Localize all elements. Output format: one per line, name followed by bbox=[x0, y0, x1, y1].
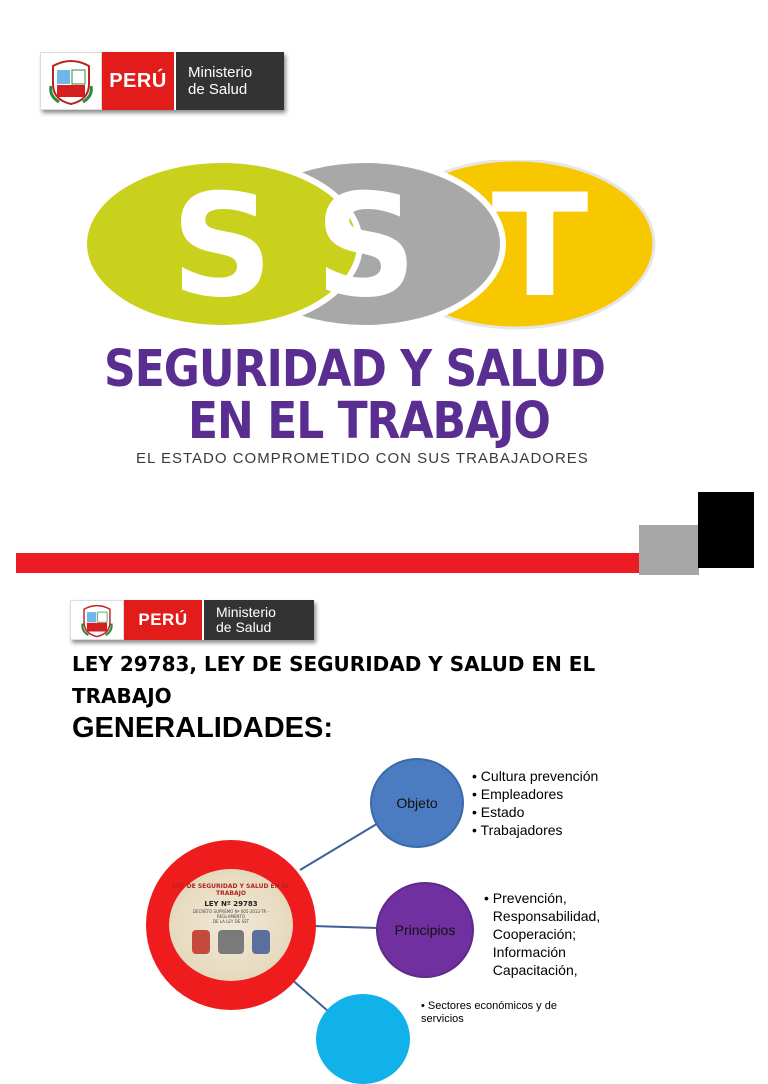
title-line-1: SEGURIDAD Y SALUD bbox=[104, 340, 605, 399]
principios-bullets: • Prevención, Responsabilidad, Cooperación; Información Capacitación, bbox=[484, 890, 601, 978]
ministry-label: Ministerio de Salud bbox=[174, 52, 284, 110]
center-law-node bbox=[146, 840, 316, 1010]
minsa-logo bbox=[40, 52, 284, 110]
coat-of-arms-icon bbox=[40, 52, 102, 110]
black-accent-block bbox=[698, 492, 754, 568]
sst-letter-s2: S bbox=[314, 164, 418, 329]
subtitle-generalidades: GENERALIDADES: bbox=[72, 712, 334, 744]
node-objeto: Objeto bbox=[370, 758, 464, 848]
law-title: LEY 29783, LEY DE SEGURIDAD Y SALUD EN EL TRABAJO bbox=[72, 652, 596, 708]
coat-of-arms-icon bbox=[70, 600, 124, 640]
third-bullets: • Sectores económicos y de servicios bbox=[421, 1000, 581, 1026]
red-divider-bar bbox=[16, 553, 639, 573]
ministry-label: Ministerio de Salud bbox=[202, 600, 314, 640]
node-third bbox=[316, 994, 410, 1084]
sst-letter-t: T bbox=[491, 164, 589, 329]
title-line-2: EN EL TRABAJO bbox=[188, 392, 550, 451]
tagline: EL ESTADO COMPROMETIDO CON SUS TRABAJADORES bbox=[136, 450, 589, 467]
minsa-logo-2 bbox=[70, 600, 314, 640]
peru-label: PERÚ bbox=[102, 52, 174, 110]
objeto-bullets: • Cultura prevención • Empleadores • Estado • Trabajadores bbox=[472, 767, 598, 839]
grey-accent-block bbox=[639, 525, 699, 575]
node-principios: Principios bbox=[376, 882, 474, 978]
law-cover-image: LEY DE SEGURIDAD Y SALUD EN EL TRABAJO LEY Nº 29783 DECRETO SUPREMO Nº 005-2012-TR - REGLAMENTO DE LA LEY DE SST bbox=[169, 869, 293, 981]
sst-letter-s1: S bbox=[170, 164, 274, 329]
peru-label: PERÚ bbox=[124, 600, 202, 640]
